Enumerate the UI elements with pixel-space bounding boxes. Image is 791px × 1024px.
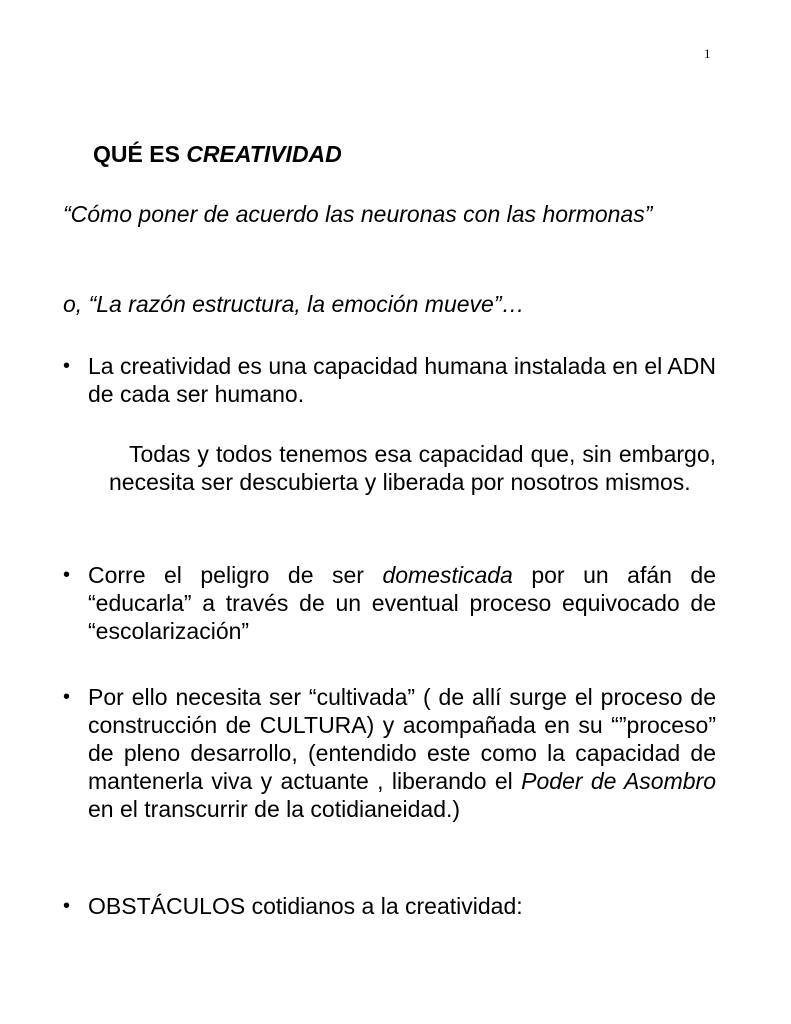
opening-quote: “Cómo poner de acuerdo las neuronas con las hormonas” bbox=[63, 201, 653, 227]
bullet-text-before: Corre el peligro de ser bbox=[88, 562, 383, 588]
bullet-item-4 bbox=[63, 892, 716, 920]
bullet-item-2 bbox=[63, 561, 716, 645]
bullet-text: OBSTÁCULOS cotidianos a la creatividad: bbox=[88, 893, 523, 919]
title-emphasis: CREATIVIDAD bbox=[186, 141, 342, 167]
bullet-icon: • bbox=[63, 564, 71, 586]
document-title bbox=[93, 141, 342, 168]
bullet-text-emphasis: Poder de Asombro bbox=[521, 768, 716, 794]
bullet-item-3 bbox=[63, 683, 716, 823]
bullet-text-after: en el transcurrir de la cotidianeidad.) bbox=[88, 796, 461, 822]
bullet-text-before: Por ello necesita ser “cultivada” ( de allí surge el proceso de construcción de CULTURA) y acompañada en su “”proceso” de pleno desarrollo, (entendido este como la capacidad de mantenerla viva y actuante , liberando el bbox=[88, 684, 716, 794]
second-quote: o, “La razón estructura, la emoción mueve”… bbox=[63, 291, 525, 317]
bullet-text-after: por un afán de “educarla” a través de un eventual proceso equivocado de “escolarización” bbox=[88, 562, 716, 644]
bullet-icon: • bbox=[63, 355, 71, 377]
bullet-icon: • bbox=[63, 686, 71, 708]
bullet-item-1 bbox=[63, 352, 716, 408]
indented-paragraph: Todas y todos tenemos esa capacidad que, sin embargo, necesita ser descubierta y liberada por nosotros mismos. bbox=[109, 441, 716, 495]
page-number: 1 bbox=[704, 46, 711, 61]
bullet-text bbox=[88, 561, 716, 645]
title-prefix: QUÉ ES bbox=[93, 141, 187, 167]
bullet-text-emphasis: domesticada bbox=[382, 562, 513, 588]
bullet-icon: • bbox=[63, 895, 71, 917]
bullet-text: La creatividad es una capacidad humana instalada en el ADN de cada ser humano. bbox=[88, 353, 716, 407]
bullet-text bbox=[88, 683, 716, 823]
